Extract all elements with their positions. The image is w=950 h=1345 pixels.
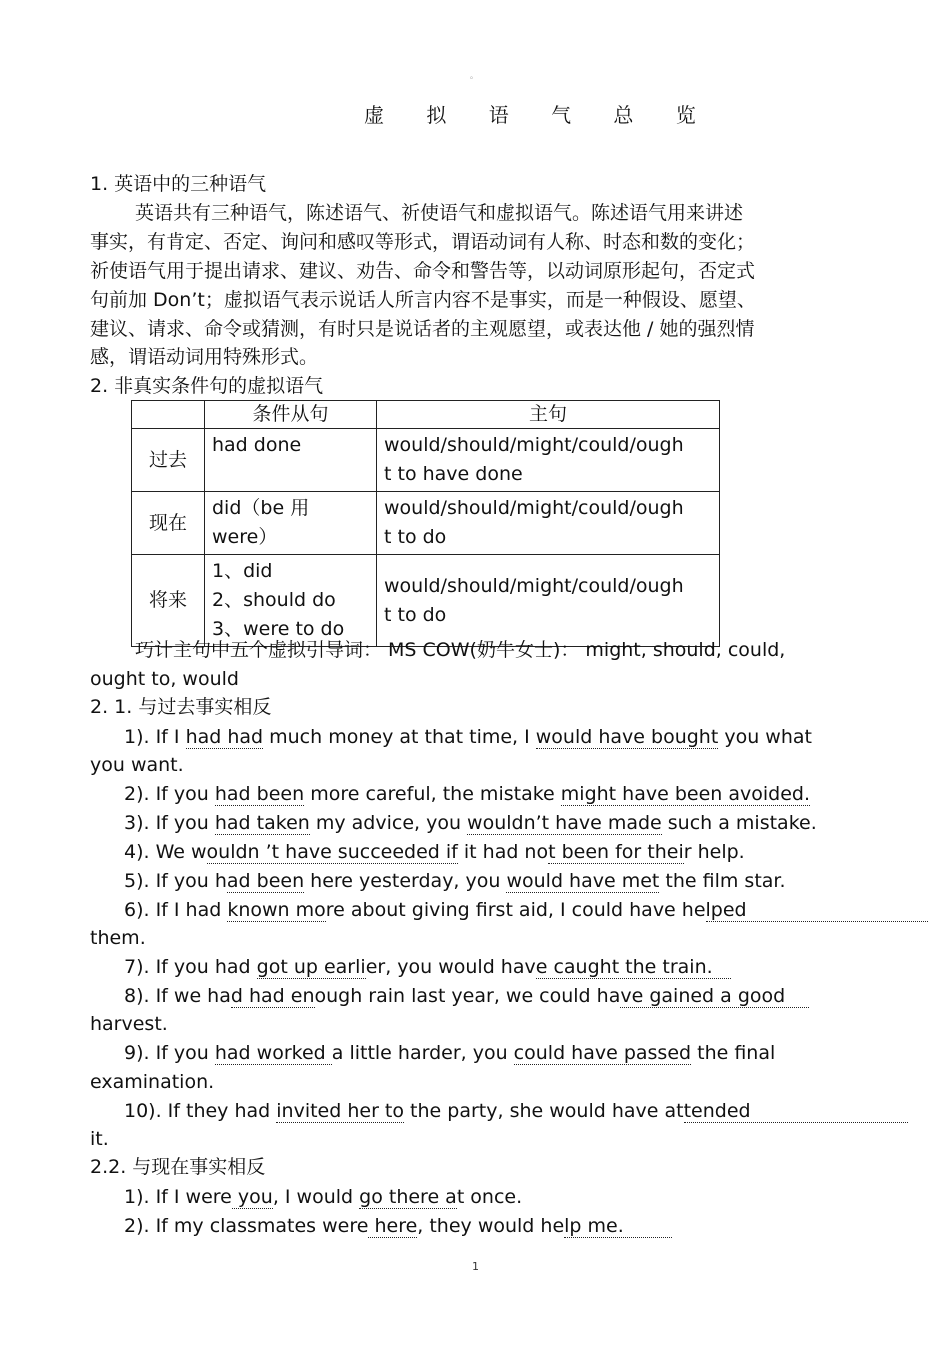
text: my advice, you [309,812,468,834]
table-header-row [132,401,720,429]
main-clause-text: t to do [384,526,447,548]
example-sentence [124,986,809,1006]
tense-cell: 过去 [132,429,205,492]
underlined-text: d had en [230,985,315,1007]
underlined-text: you [231,1186,273,1208]
section-1-heading: 1. 英语中的三种语气 [90,173,267,195]
condition-text: 3、were to do [212,618,345,640]
example-continuation: it. [90,1128,109,1150]
text: ough rain last year, we could ha [314,985,621,1007]
section-1-line: 建议、请求、命令或猜测，有时只是说话者的主观愿望，或表达他 / 她的强烈情 [90,318,755,340]
example-sentence [124,900,928,920]
text: 2). If you [124,783,215,805]
text: er, you would hav [365,956,536,978]
table-row [132,555,720,647]
underlined-text: lp me. [564,1215,673,1237]
condition-cell [205,492,377,555]
underlined-text: wouldn’t have made [467,812,662,834]
text: 8). If we ha [124,985,231,1007]
underlined-text: t been for thei [548,841,684,863]
underlined-text: here [368,1215,418,1237]
section-2-heading: 2. 非真实条件句的虚拟语气 [90,375,324,397]
underlined-text: go there a [359,1186,457,1208]
underlined-text: had worked [214,1042,332,1064]
section-2-2-heading: 2.2. 与现在事实相反 [90,1156,266,1178]
underlined-text: ad been [226,870,305,892]
page-number: 1 [472,1260,479,1273]
section-1-line: 事实，有肯定、否定、询问和感叹等形式，谓语动词有人称、时态和数的变化； [90,231,756,253]
example-sentence [124,842,745,862]
text: 9). If you [124,1042,215,1064]
example-sentence [124,1187,522,1207]
underlined-text: could have passed [513,1042,692,1064]
example-sentence [124,813,817,833]
table-row [132,492,720,555]
text: 4). We w [124,841,207,863]
condition-cell [205,555,377,647]
mnemonic-line: ought to, would [90,668,239,690]
conditional-table [131,400,720,647]
underlined-text: e caught the train. [535,956,731,978]
condition-text: 2、should do [212,589,336,611]
text: here yesterday, you [304,870,507,892]
text: 1). If I [124,726,186,748]
example-continuation: them. [90,927,146,949]
main-clause-text: t to do [384,603,447,626]
condition-text: had done [212,434,302,456]
section-2-1-heading: 2. 1. 与过去事实相反 [90,696,272,718]
header-mark: 。 [470,71,478,80]
underlined-text: had taken [214,812,310,834]
underlined-text: would have met [506,870,660,892]
text: re about giving first aid, I could have he [325,899,706,921]
underlined-text: ve gained a good [620,985,810,1007]
main-clause-cell [377,555,720,647]
main-clause-text: t to have done [384,463,523,485]
tense-cell: 现在 [132,492,205,555]
main-clause-cell [377,492,720,555]
section-1-line: 英语共有三种语气，陈述语气、祈使语气和虚拟语气。陈述语气用来讲述 [135,202,744,224]
underlined-text: had had [185,726,264,748]
example-sentence [124,871,786,891]
text: 10). If they had [124,1100,277,1122]
text: the party, she would have at [404,1100,684,1122]
text: 5). If you h [124,870,227,892]
table-header-cell [132,401,205,429]
text: 3). If you [124,812,215,834]
main-clause-text: would/should/might/could/ough [384,434,684,456]
underlined-text: known mo [227,899,326,921]
underlined-text: tended [683,1100,908,1122]
underlined-text: might have been avoided. [560,783,810,805]
main-clause-text: would/should/might/could/ough [384,574,684,597]
text: much money at that time, I [263,726,536,748]
section-1-line: 祈使语气用于提出请求、建议、劝告、命令和警告等，以动词原形起句，否定式 [90,260,756,282]
text: , they would he [417,1215,565,1237]
example-sentence [124,1216,672,1236]
example-sentence [124,1043,775,1063]
section-1-line: 句前加 Don’t；虚拟语气表示说话人所言内容不是事实，而是一种假设、愿望、 [90,289,756,311]
main-clause-cell [377,429,720,492]
text: more careful, the mistake [304,783,561,805]
text: the film star. [659,870,786,892]
text: the final [691,1042,776,1064]
underlined-text: would have bought [535,726,719,748]
example-continuation: examination. [90,1071,215,1093]
tense-cell: 将来 [132,555,205,647]
text: 2). If my classmates were [124,1215,369,1237]
underlined-text: invited her to [276,1100,405,1122]
example-continuation: you want. [90,754,184,776]
example-sentence [124,1101,908,1121]
table-header-cell: 条件从句 [205,401,377,429]
underlined-text: got up earli [256,956,366,978]
condition-text: did（be 用 were） [212,497,310,548]
underlined-text: had been [214,783,305,805]
text: 6). If I had [124,899,228,921]
condition-cell [205,429,377,492]
underlined-text: ouldn ’t have succeeded if [206,841,458,863]
example-sentence [124,784,810,804]
text: r help. [683,841,745,863]
text: , I would [272,1186,360,1208]
section-1-line: 感，谓语动词用特殊形式。 [90,346,319,368]
mnemonic-line: 巧计主句中五个虚拟引导词： MS COW(奶牛女士)： might, should, could, [135,639,786,661]
example-sentence [124,957,731,977]
text: it had no [457,841,549,863]
text: a little harder, you [331,1042,514,1064]
text: such a mistake. [661,812,817,834]
example-sentence [124,727,812,747]
page-title: 虚 拟 语 气 总 览 [364,103,714,127]
text: 7). If you had [124,956,257,978]
table-header-cell: 主句 [377,401,720,429]
main-clause-text: would/should/might/could/ough [384,497,684,519]
example-continuation: harvest. [90,1013,168,1035]
text: 1). If I were [124,1186,232,1208]
condition-text: 1、did [212,560,273,582]
underlined-text: lped [705,899,928,921]
text: you what [718,726,812,748]
text: t once. [456,1186,523,1208]
table-row [132,429,720,492]
